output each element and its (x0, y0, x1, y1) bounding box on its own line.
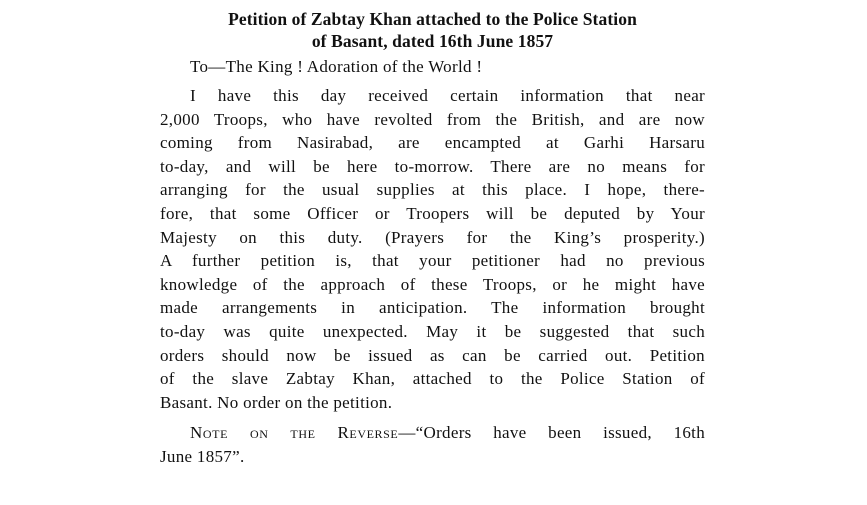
note-label: Note on the Reverse (190, 423, 399, 443)
title-line-1: Petition of Zabtay Khan attached to the Police Station (228, 9, 637, 29)
body-line: orders should now be issued as can be carried out. Petition (160, 345, 705, 365)
note-dash: — (398, 423, 416, 443)
salutation: To—The King ! Adoration of the World ! (190, 57, 483, 76)
body-line: A further petition is, that your petitioner had no previous (160, 251, 705, 271)
document-title (160, 8, 705, 52)
body-line: arranging for the usual supplies at this place. I hope, there- (160, 180, 705, 200)
petition-body (160, 84, 705, 414)
body-line: to-day, and will be here to-morrow. There are no means for (160, 156, 705, 176)
note-text-1: “Orders have been issued, 16th (415, 423, 705, 443)
note-line-2: June 1857”. (160, 446, 245, 466)
body-line: Basant. No order on the petition. (160, 392, 393, 412)
body-line: of the slave Zabtay Khan, attached to the Police Station of (160, 369, 705, 389)
body-line: to-day was quite unexpected. May it be suggested that such (160, 321, 705, 341)
document-page (160, 8, 705, 469)
body-line: Majesty on this duty. (Prayers for the King’s prosperity.) (160, 227, 705, 247)
body-line: 2,000 Troops, who have revolted from the British, and are now (160, 109, 705, 129)
body-line: I have this day received certain information that near (190, 86, 705, 105)
body-line: fore, that some Officer or Troopers will be deputed by Your (160, 203, 705, 223)
note-line-1 (160, 421, 705, 445)
reverse-note (160, 421, 705, 468)
body-line: knowledge of the approach of these Troops, or he might have (160, 274, 705, 294)
title-line-2: of Basant, dated 16th June 1857 (311, 31, 554, 51)
body-line: made arrangements in anticipation. The information brought (160, 298, 705, 318)
body-line: coming from Nasirabad, are encampted at Garhi Harsaru (160, 133, 705, 153)
